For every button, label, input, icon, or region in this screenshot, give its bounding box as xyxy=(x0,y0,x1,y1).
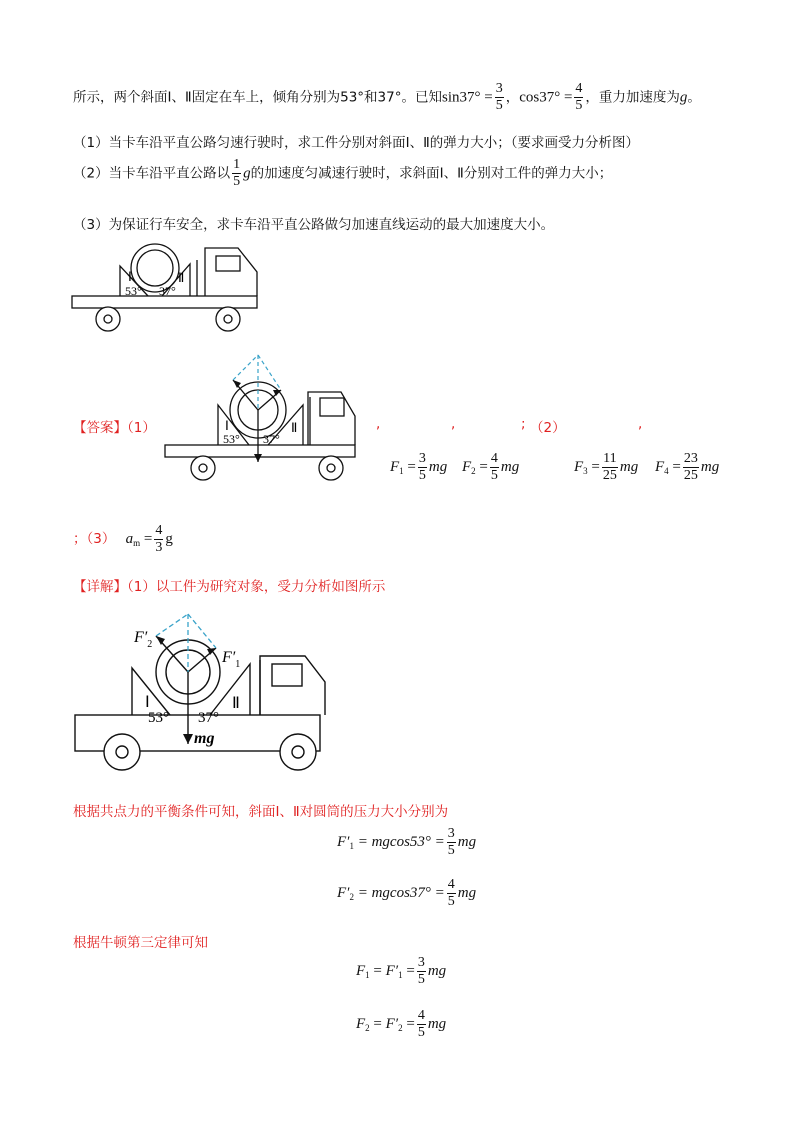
fig1-label-I: Ⅰ xyxy=(128,269,132,284)
truck-figure-1 xyxy=(70,238,270,338)
answer-sep-1: , xyxy=(376,416,381,432)
answer-F3: $F_3$ = $\frac{11}{25}$ mg xyxy=(574,451,639,483)
answer-part2: （2） xyxy=(530,420,566,436)
intro-sep: ， xyxy=(505,89,520,106)
q2-post: 的加速度匀减速行驶时，求斜面Ⅰ、Ⅱ分别对工件的弹力大小； xyxy=(250,165,613,182)
q2-fraction: $\frac{1}{5}$ xyxy=(233,157,241,189)
intro-text-c: 。 xyxy=(687,89,701,106)
ans-fig-angle-37: 37° xyxy=(263,432,280,446)
detail-text-3: 根据牛顿第三定律可知 xyxy=(73,935,208,951)
eq-F1: $F_1 = F'_1$ = $\frac{3}{5}$ mg xyxy=(356,955,447,987)
answer-part3-prefix: ；（3） xyxy=(73,530,116,547)
answer-tag-text: 【答案】 xyxy=(73,420,127,436)
truck-cab xyxy=(205,248,257,296)
eq-F1prime: $F'_1 = mgcos53^\circ$ = $\frac{3}{5}$ mg xyxy=(337,826,477,858)
cos-label: cos37° = xyxy=(519,89,573,106)
ans-fig-label-II: Ⅱ xyxy=(291,420,298,435)
fig1-label-II: Ⅱ xyxy=(178,270,185,285)
answer-sep-4: , xyxy=(638,416,643,432)
q2-g: g xyxy=(243,165,251,182)
truck-figure-answer xyxy=(163,350,373,495)
ans-fig-label-I: Ⅰ xyxy=(225,418,229,433)
answer-F2: $F_2$ = $\frac{4}{5}$ mg xyxy=(462,451,520,483)
force-angle-37: 37° xyxy=(198,710,219,726)
force-angle-53: 53° xyxy=(148,710,169,726)
sin-fraction: $\frac{3}{5}$ xyxy=(495,81,503,113)
ans-fig-angle-53: 53° xyxy=(223,432,240,446)
eq-F2prime: $F'_2 = mgcos37^\circ$ = $\frac{4}{5}$ mg xyxy=(337,877,477,909)
force-diagram xyxy=(70,612,340,777)
answer-sep-3: ; xyxy=(521,416,526,432)
g-symbol: g xyxy=(679,89,688,106)
cos-fraction: $\frac{4}{5}$ xyxy=(575,81,583,113)
fig1-angle-37: 37° xyxy=(159,284,176,298)
question-2 xyxy=(73,158,612,189)
label-F1prime: $F'_1$ xyxy=(222,649,241,670)
force-label-II: Ⅱ xyxy=(232,695,240,712)
intro-text-a: 所示，两个斜面Ⅰ、Ⅱ固定在车上，倾角分别为53°和37°。已知 xyxy=(73,89,442,106)
answer-F1: $F_1$ = $\frac{3}{5}$ mg xyxy=(390,451,448,483)
label-F2prime: $F'_2$ xyxy=(134,629,153,650)
answer-part1: （1） xyxy=(127,420,156,436)
detail-text: （1）以工件为研究对象，受力分析如图所示 xyxy=(127,579,386,595)
intro-text-b: ，重力加速度为 xyxy=(585,89,680,106)
q2-pre: （2）当卡车沿平直公路以 xyxy=(73,165,231,182)
detail-heading xyxy=(73,575,385,595)
label-mg: mg xyxy=(194,730,215,747)
answer-sep-2: , xyxy=(451,416,456,432)
question-3: （3）为保证行车安全，求卡车沿平直公路做匀加速直线运动的最大加速度大小。 xyxy=(73,217,555,233)
answer-part3 xyxy=(73,524,173,555)
answer-F4: $F_4$ = $\frac{23}{25}$ mg xyxy=(655,451,720,483)
force-label-I: Ⅰ xyxy=(145,694,150,711)
answer-am: $a_m$ = $\frac{4}{3}$ g xyxy=(125,523,173,555)
intro-line xyxy=(73,82,701,113)
fig1-angle-53: 53° xyxy=(125,284,142,298)
detail-tag: 【详解】 xyxy=(73,579,127,595)
eq-F2: $F_2 = F'_2$ = $\frac{4}{5}$ mg xyxy=(356,1008,447,1040)
truck-window xyxy=(216,256,240,271)
answer-tag xyxy=(73,416,156,436)
wheel-rear xyxy=(96,307,120,331)
detail-text-2: 根据共点力的平衡条件可知，斜面Ⅰ、Ⅱ对圆筒的压力大小分别为 xyxy=(73,804,449,820)
wheel-front xyxy=(216,307,240,331)
question-1: （1）当卡车沿平直公路匀速行驶时，求工件分别对斜面Ⅰ、Ⅱ的弹力大小；（要求画受力分析图） xyxy=(73,135,639,151)
sin-label: sin37° = xyxy=(441,89,493,106)
cylinder-inner xyxy=(137,250,173,286)
